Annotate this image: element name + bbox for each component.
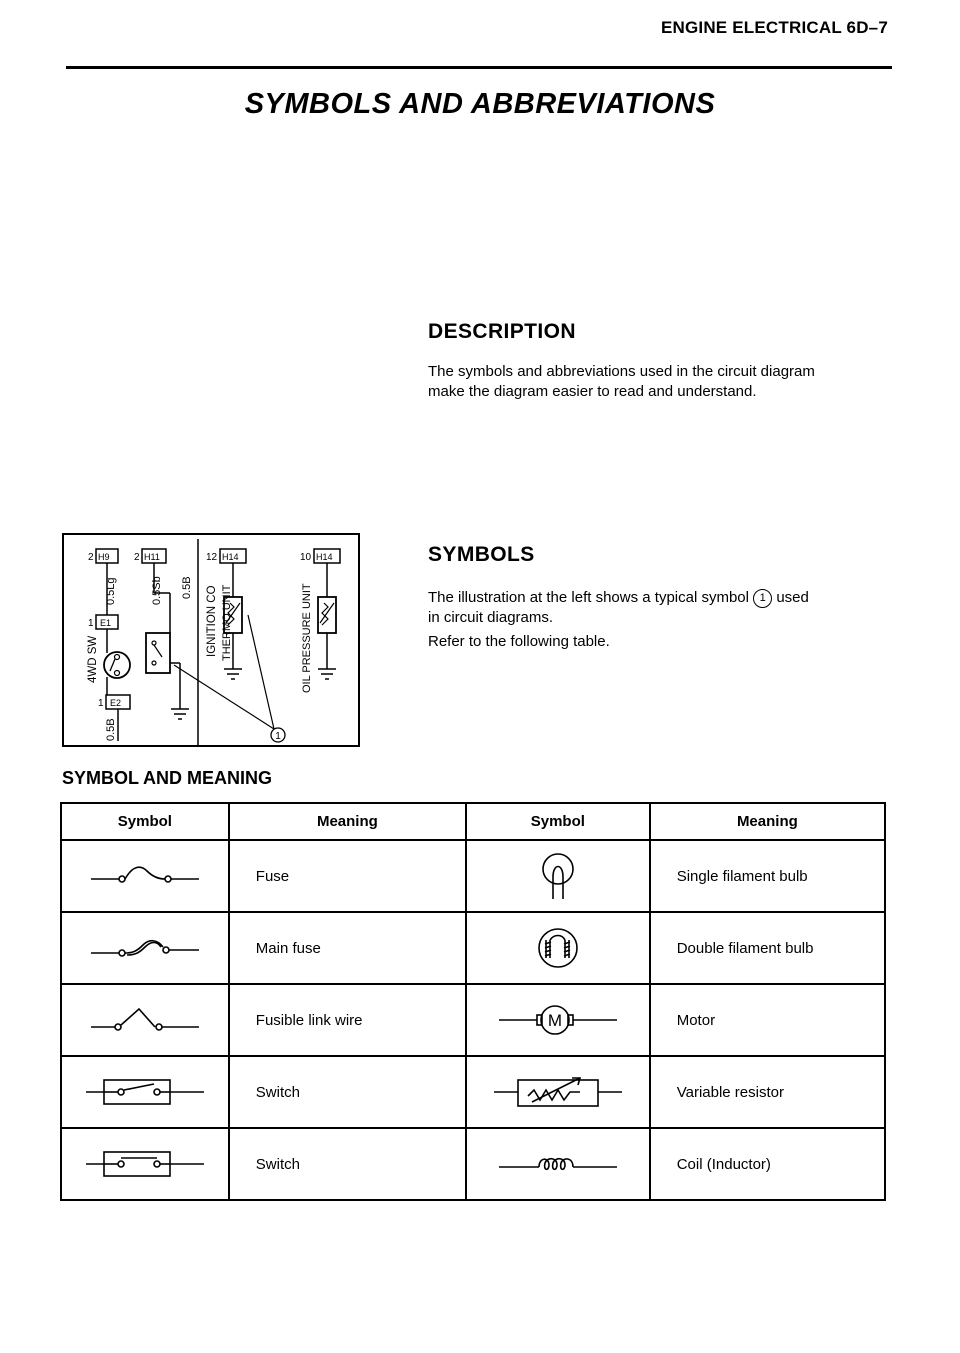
main-fuse-symbol-cell [61, 912, 229, 984]
label-h11: H11 [144, 552, 160, 562]
table-row [61, 1128, 885, 1200]
table-heading: SYMBOL AND MEANING [62, 768, 273, 788]
double-filament-bulb-icon [536, 926, 580, 970]
variable-resistor-symbol-cell [466, 1056, 650, 1128]
label-h14-oil: H14 [316, 552, 333, 562]
page-header: ENGINE ELECTRICAL 6D–7 [660, 18, 888, 37]
wire-label-0.5lg: 0.5Lg [105, 577, 117, 605]
symbols-text [428, 588, 888, 652]
pin-12: 12 [206, 552, 218, 563]
symbol-table [60, 802, 886, 1201]
pin-1-e1: 1 [88, 618, 94, 629]
double-filament-bulb-meaning: Double filament bulb [650, 912, 885, 984]
oil-pressure-unit-icon [318, 597, 336, 633]
page-title: SYMBOLS AND ABBREVIATIONS [244, 88, 716, 120]
symbols-line-3: Refer to the following table. [428, 633, 610, 650]
switch-meaning: Switch [229, 1128, 466, 1200]
fusible-link-meaning: Fusible link wire [229, 984, 466, 1056]
label-ignition-co: IGNITION CO [206, 585, 218, 657]
header-meaning-right: Meaning [650, 803, 885, 840]
symbols-line-1 [428, 588, 888, 608]
pin-2-h9: 2 [88, 552, 94, 563]
motor-icon [493, 1000, 623, 1040]
single-filament-bulb-icon [538, 849, 578, 903]
label-thermo-unit: THERMO UNIT [221, 584, 233, 661]
wire-label-0.5b-top: 0.5B [181, 576, 193, 599]
circuit-diagram [62, 533, 362, 749]
symbols-line-2: in circuit diagrams. [428, 609, 554, 626]
header-rule [66, 66, 892, 69]
label-h9: H9 [98, 552, 110, 562]
symbols-heading: SYMBOLS [428, 543, 535, 566]
fuse-symbol-cell [61, 840, 229, 912]
description-text [428, 362, 815, 402]
motor-meaning: Motor [650, 984, 885, 1056]
label-e1: E1 [100, 618, 112, 628]
variable-resistor-icon [488, 1072, 628, 1112]
variable-resistor-meaning: Variable resistor [650, 1056, 885, 1128]
coil-icon [493, 1149, 623, 1179]
fusible-link-symbol-cell [61, 984, 229, 1056]
switch-open-meaning: Switch [229, 1056, 466, 1128]
description-line-1: The symbols and abbreviations used in the circuit diagram [428, 363, 815, 380]
fusible-link-icon [85, 1003, 205, 1037]
fuse-meaning: Fuse [229, 840, 466, 912]
symbols-line-1-end: used [776, 589, 809, 606]
description-line-2: make the diagram easier to read and understand. [428, 383, 757, 400]
label-e2: E2 [110, 698, 122, 708]
main-fuse-icon [85, 933, 205, 963]
motor-letter: M [547, 1011, 562, 1030]
pin-1-e2: 1 [98, 698, 104, 709]
callout-1-icon: 1 [753, 589, 772, 608]
4wd-switch-icon [104, 652, 130, 678]
switch-box-icon [146, 633, 170, 673]
single-filament-bulb-cell [466, 840, 650, 912]
header-symbol-right: Symbol [466, 803, 650, 840]
table-row [61, 984, 885, 1056]
wire-label-0.5sb: 0.5Sb [151, 576, 163, 605]
switch-open-symbol-cell [61, 1056, 229, 1128]
coil-meaning: Coil (Inductor) [650, 1128, 885, 1200]
motor-symbol-cell [466, 984, 650, 1056]
single-filament-bulb-meaning: Single filament bulb [650, 840, 885, 912]
fuse-icon [85, 861, 205, 891]
table-row [61, 840, 885, 912]
table-header-row [61, 803, 885, 840]
switch-symbol-cell [61, 1128, 229, 1200]
symbols-line-1-start: The illustration at the left shows a typical symbol [428, 589, 749, 606]
table-row [61, 912, 885, 984]
diagram-callout-number: 1 [275, 731, 281, 742]
label-h14-thermo: H14 [222, 552, 239, 562]
header-meaning-left: Meaning [229, 803, 466, 840]
switch-closed-icon [80, 1144, 210, 1184]
label-4wd-sw: 4WD SW [87, 635, 99, 683]
table-row [61, 1056, 885, 1128]
switch-open-icon [80, 1072, 210, 1112]
pin-2-h11: 2 [134, 552, 140, 563]
double-filament-bulb-cell [466, 912, 650, 984]
pin-10: 10 [300, 552, 312, 563]
header-symbol-left: Symbol [61, 803, 229, 840]
coil-symbol-cell [466, 1128, 650, 1200]
label-oil-pressure-unit: OIL PRESSURE UNIT [301, 583, 313, 693]
description-heading: DESCRIPTION [428, 320, 576, 343]
main-fuse-meaning: Main fuse [229, 912, 466, 984]
wire-label-0.5b-bottom: 0.5B [105, 718, 117, 741]
